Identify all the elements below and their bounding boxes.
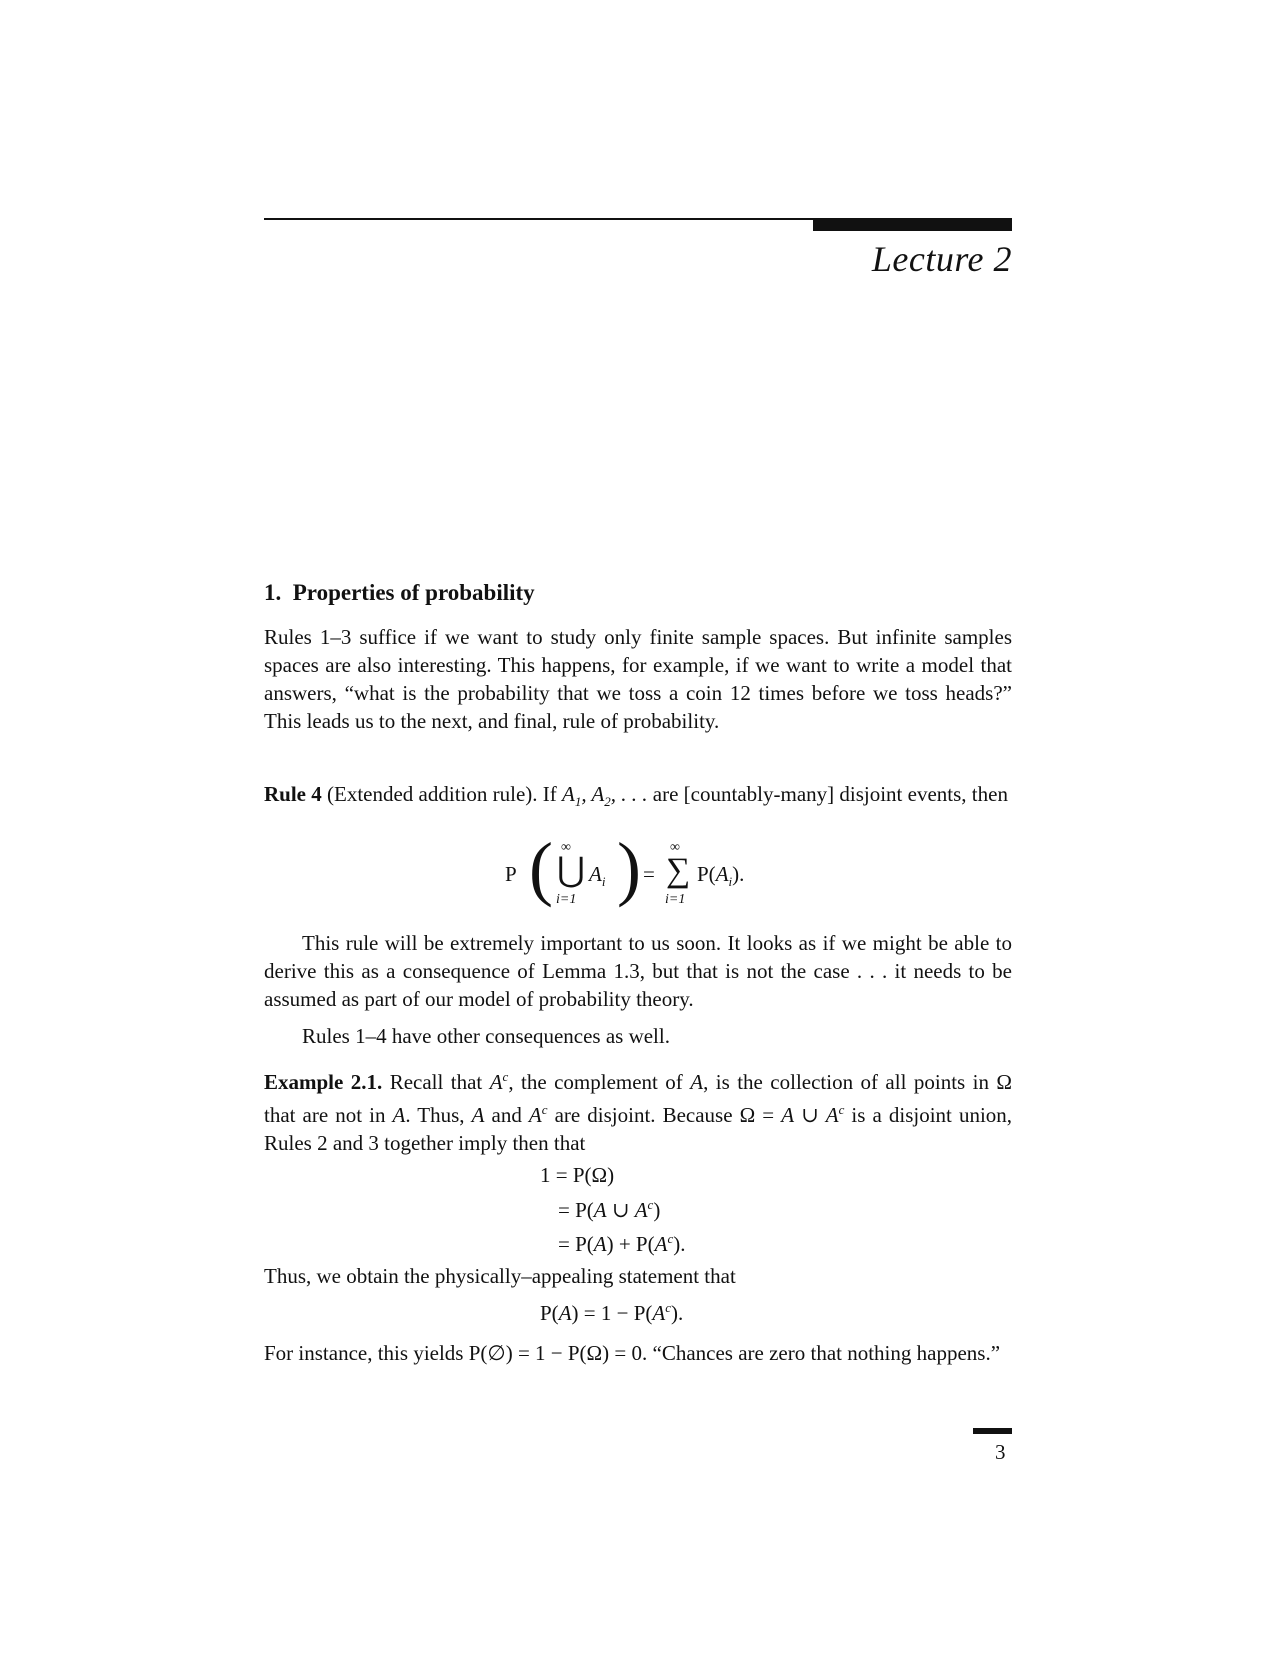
sum-lower: i=1 [665, 892, 686, 907]
rule4-name: (Extended addition rule). [327, 782, 538, 806]
intro-paragraph: Rules 1–3 suffice if we want to study only finite sample spaces. But infinite samples spaces are also interesting. This happens, for example, if we want to write a model that answers, “what is the probability that we toss a coin 12 times before we toss heads?” This leads us to the next, and final, rule of probability. [264, 625, 1012, 733]
section-number: 1. [264, 580, 282, 605]
complement-derivation: 1 = P(Ω) = P(A ∪ $A^c$) = $P(A) + P(A^c)$. [540, 1163, 686, 1256]
section-title: Properties of probability [292, 580, 535, 605]
rule4-label: Rule 4 [264, 782, 322, 806]
rule4-text-after: are [countably-many] disjoint events, then [652, 782, 1008, 806]
page-number: 3 [995, 1440, 1006, 1464]
example-label: Example 2.1. [264, 1070, 383, 1094]
rule4-text-before: If [542, 782, 557, 806]
union-lower: i=1 [556, 892, 577, 907]
union-upper: ∞ [561, 840, 571, 855]
page-number-bar [973, 1428, 1012, 1434]
rule4-statement [264, 780, 1012, 816]
sum-upper: ∞ [670, 840, 680, 855]
complement-formula: $P(A) = 1 - P(A^c)$. [540, 1300, 684, 1325]
lecture-title: Lecture 2 [871, 239, 1012, 279]
section-heading [264, 580, 535, 606]
example-2-1: Example 2.1. Recall that $A^c$, the complement of A, is the collection of all points in Ω that are not in A. Thus, A and $A^c$ are disjoint. Because Ω = A ∪ $A^c$ is a disjoint union, Rules 2 and 3 together imply then that [264, 1069, 1013, 1155]
paragraph-instance: For instance, this yields P(∅) = 1 − P(Ω) = 0. “Chances are zero that nothing happens.” [264, 1341, 1001, 1365]
paragraph-consequences: Rules 1–4 have other consequences as well. [302, 1024, 670, 1048]
rule4-equation: P ( ∞ ⋃ i=1 $A_i$ ) = ∞ ∑ i=1 $P(A_i)$. [505, 828, 745, 908]
rule4-events: $A_1$, $A_2$, . . . [562, 782, 648, 810]
header-rule-thick [813, 218, 1012, 231]
paragraph-important: This rule will be extremely important to us soon. It looks as if we might be able to derive this as a consequence of Lemma 1.3, but that is not the case . . . it needs to be assumed as part of our model of probability theory. [264, 931, 1012, 1011]
paragraph-thus: Thus, we obtain the physically–appealing statement that [264, 1264, 736, 1288]
